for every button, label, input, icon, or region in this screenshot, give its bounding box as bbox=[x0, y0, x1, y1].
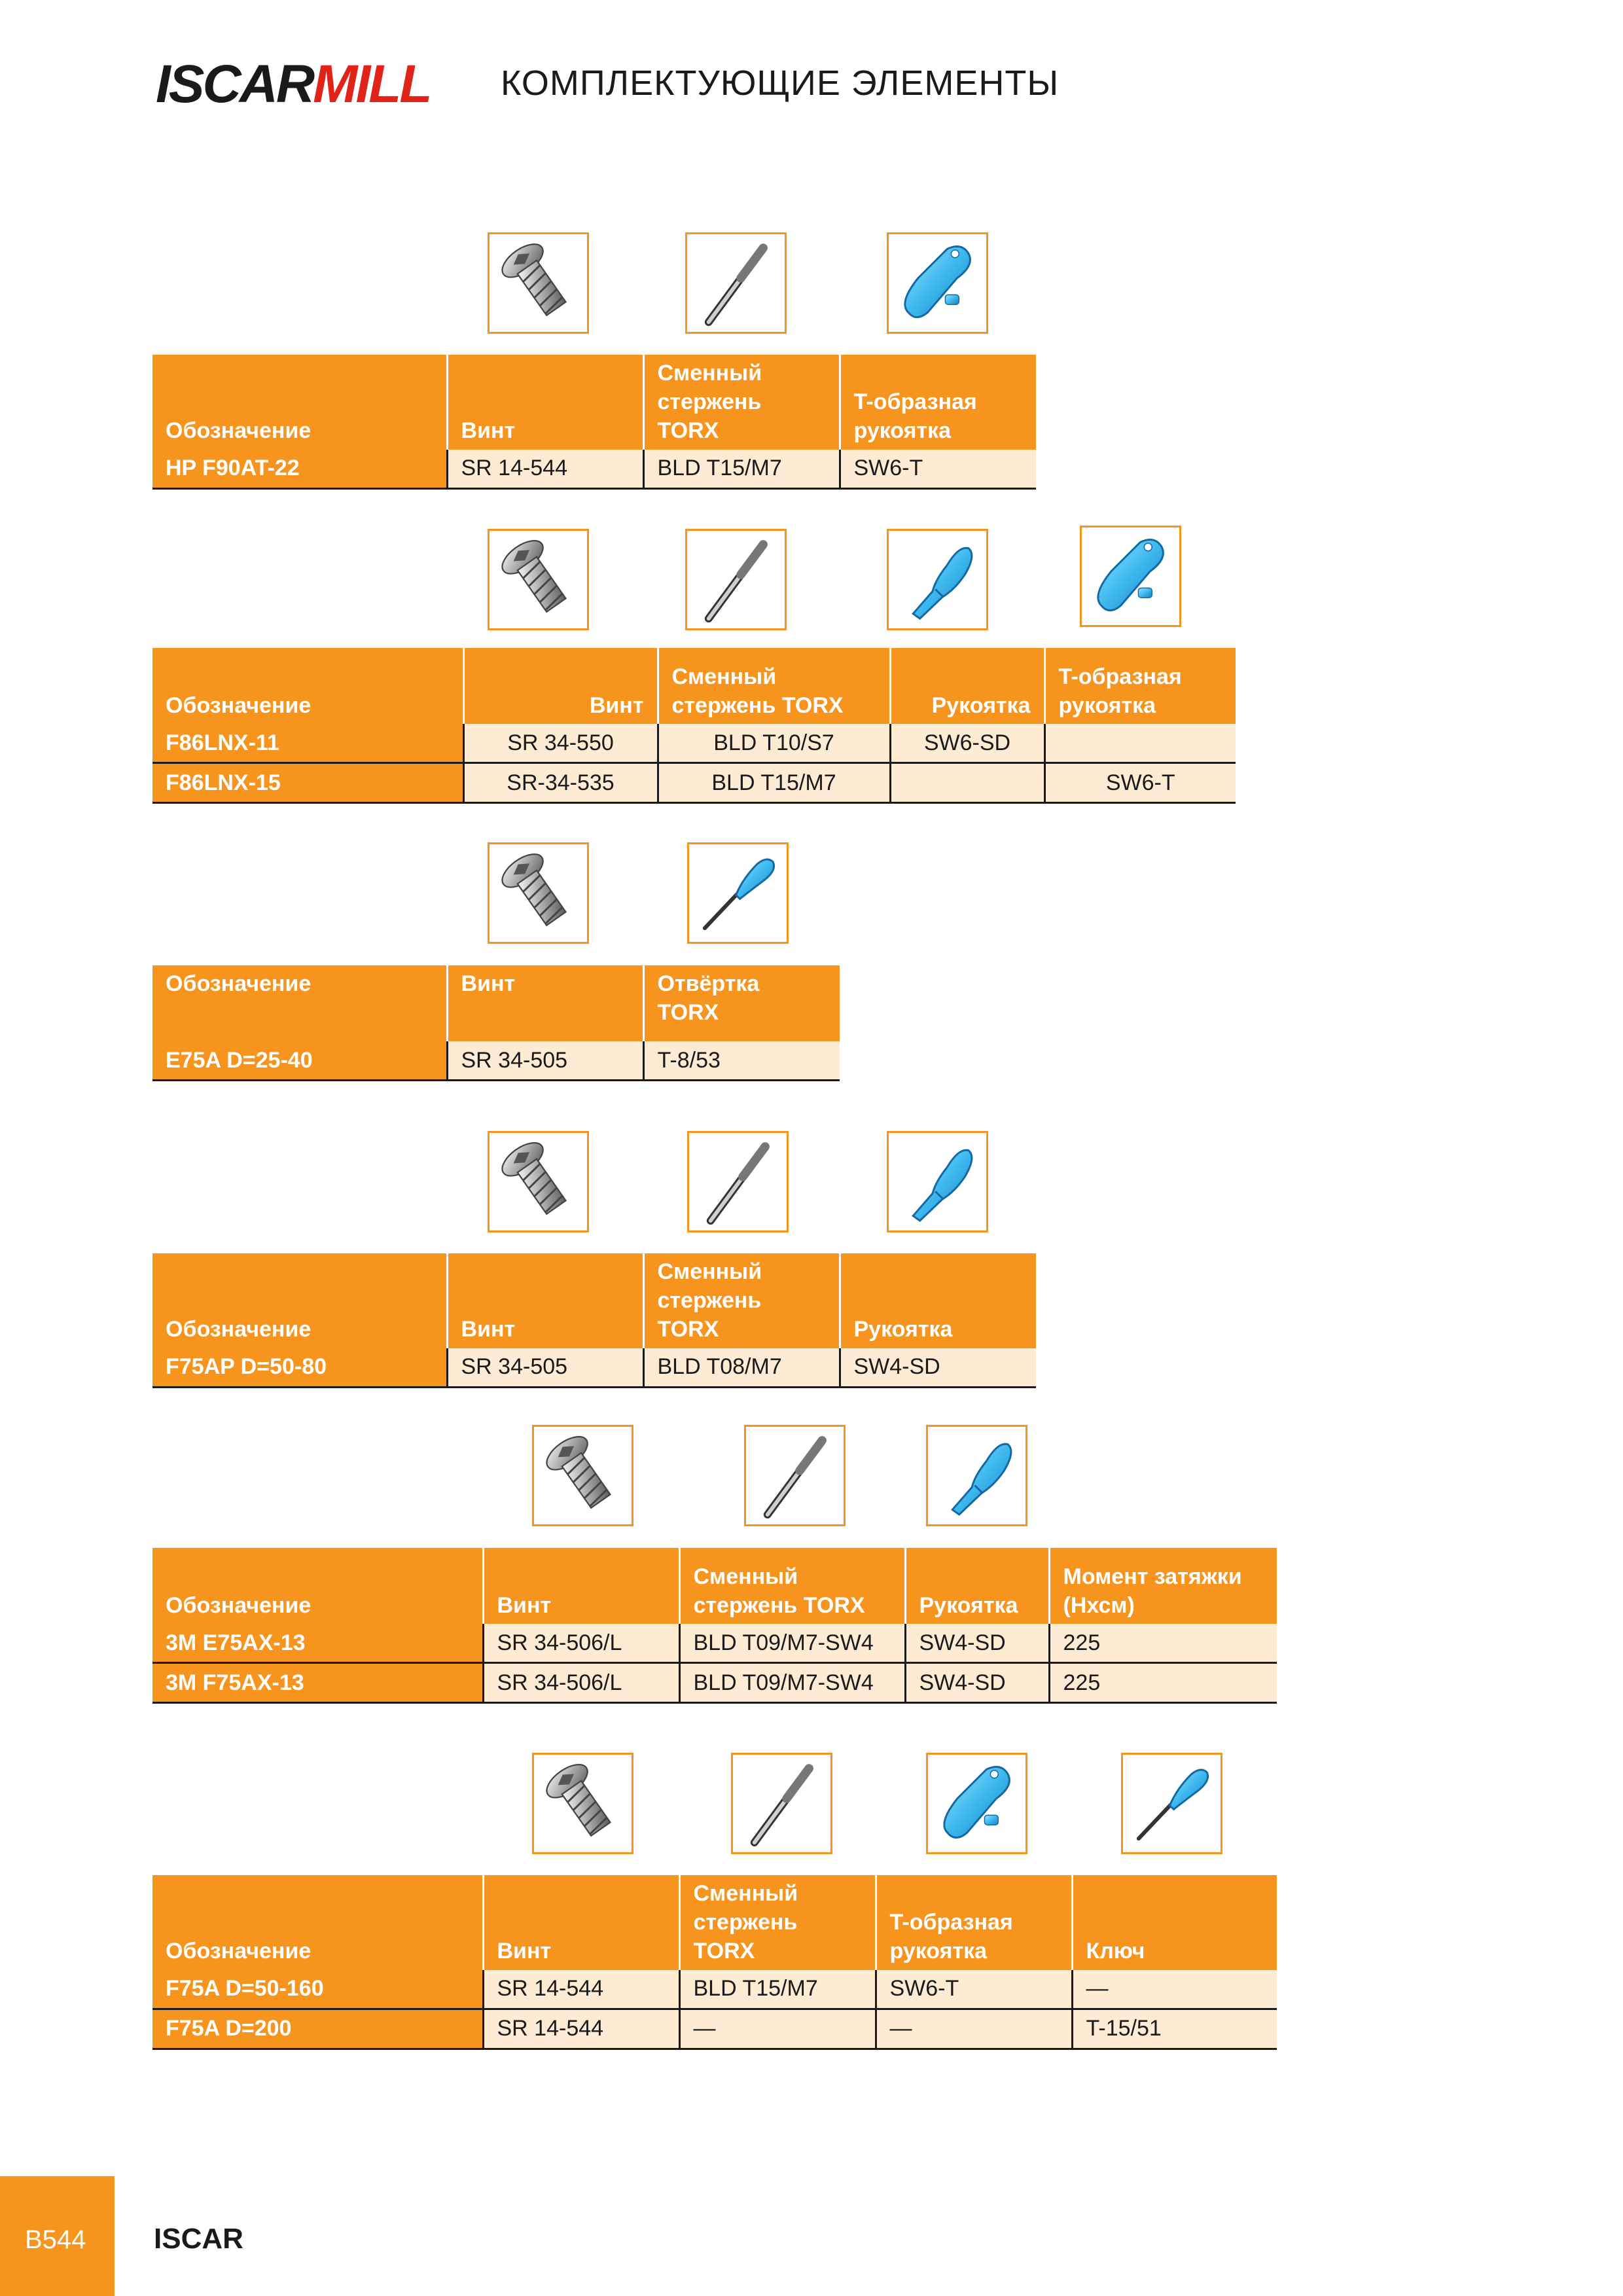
table-cell: — bbox=[876, 2009, 1072, 2049]
table-row bbox=[152, 763, 1236, 803]
designation-cell: F75A D=50-160 bbox=[152, 1970, 483, 2009]
table-f75a bbox=[152, 1875, 1277, 2050]
table-cell: SW6-T bbox=[840, 450, 1036, 489]
col-header: T-образная рукоятка bbox=[1044, 648, 1236, 724]
page-number: B544 bbox=[25, 2225, 86, 2254]
screw-icon bbox=[488, 1131, 589, 1232]
table-row bbox=[152, 1663, 1277, 1703]
col-header: Винт bbox=[447, 1253, 643, 1348]
table-cell: SR 34-505 bbox=[447, 1041, 643, 1081]
handle-icon bbox=[887, 529, 988, 630]
handle-icon bbox=[926, 1425, 1027, 1526]
table-cell: SW4-SD bbox=[905, 1663, 1049, 1703]
designation-cell: F75A D=200 bbox=[152, 2009, 483, 2049]
t-handle-icon bbox=[1080, 526, 1181, 627]
table-row bbox=[152, 1970, 1277, 2009]
iscarmill-logo: ISCARMILL bbox=[156, 54, 431, 114]
table-cell: SR 14-544 bbox=[447, 450, 643, 489]
handle-icon bbox=[887, 1131, 988, 1232]
table-e75a bbox=[152, 965, 840, 1081]
col-header: Винт bbox=[447, 965, 643, 1041]
col-header: Момент затяжки (Нхсм) bbox=[1049, 1548, 1277, 1624]
table-cell: T-15/51 bbox=[1072, 2009, 1277, 2049]
table-cell: SR 34-506/L bbox=[483, 1663, 679, 1703]
designation-cell: 3M E75AX-13 bbox=[152, 1624, 483, 1663]
col-header: Обозначение bbox=[152, 1875, 483, 1970]
col-header: Рукоятка bbox=[905, 1548, 1049, 1624]
table-cell: SR 34-506/L bbox=[483, 1624, 679, 1663]
page-title: КОМПЛЕКТУЮЩИЕ ЭЛЕМЕНТЫ bbox=[501, 63, 1060, 103]
table-cell: SW4-SD bbox=[840, 1348, 1036, 1388]
table-cell: SW6-T bbox=[1044, 763, 1236, 803]
col-header: Обозначение bbox=[152, 355, 447, 450]
col-header: Винт bbox=[463, 648, 658, 724]
table-cell: — bbox=[1072, 1970, 1277, 2009]
designation-cell: HP F90AT-22 bbox=[152, 450, 447, 489]
table-row bbox=[152, 450, 1036, 489]
table-cell: SW6-T bbox=[876, 1970, 1072, 2009]
col-header: Сменный стержень TORX bbox=[679, 1875, 876, 1970]
screwdriver-icon bbox=[687, 842, 789, 944]
table-cell bbox=[1044, 724, 1236, 763]
col-header: Обозначение bbox=[152, 1548, 483, 1624]
table-f75ap bbox=[152, 1253, 1036, 1388]
table-cell: BLD T10/S7 bbox=[658, 724, 890, 763]
col-header: Сменный стержень TORX bbox=[658, 648, 890, 724]
table-hp-f90at bbox=[152, 355, 1036, 490]
t-handle-icon bbox=[887, 232, 988, 334]
key-icon bbox=[1121, 1753, 1222, 1854]
table-cell: SR 14-544 bbox=[483, 1970, 679, 2009]
designation-cell: F75AP D=50-80 bbox=[152, 1348, 447, 1388]
table-row bbox=[152, 1624, 1277, 1663]
table-cell: BLD T15/M7 bbox=[643, 450, 840, 489]
col-header: Сменный стержень TORX bbox=[643, 355, 840, 450]
table-cell: SR 34-550 bbox=[463, 724, 658, 763]
torx-blade-icon bbox=[685, 529, 787, 630]
col-header: Винт bbox=[483, 1875, 679, 1970]
table-cell: BLD T09/M7-SW4 bbox=[679, 1663, 905, 1703]
col-header: Отвёртка TORX bbox=[643, 965, 840, 1041]
table-cell: 225 bbox=[1049, 1624, 1277, 1663]
screw-icon bbox=[532, 1753, 633, 1854]
designation-cell: 3M F75AX-13 bbox=[152, 1663, 483, 1703]
table-row bbox=[152, 724, 1236, 763]
table-cell: BLD T08/M7 bbox=[643, 1348, 840, 1388]
table-3m-75ax bbox=[152, 1548, 1277, 1704]
table-row bbox=[152, 2009, 1277, 2049]
footer-brand: ISCAR bbox=[154, 2223, 243, 2255]
table-cell: SW6-SD bbox=[890, 724, 1044, 763]
table-cell: BLD T09/M7-SW4 bbox=[679, 1624, 905, 1663]
col-header: Рукоятка bbox=[890, 648, 1044, 724]
col-header: T-образная рукоятка bbox=[840, 355, 1036, 450]
col-header: Сменный стержень TORX bbox=[679, 1548, 905, 1624]
col-header: Обозначение bbox=[152, 965, 447, 1041]
col-header: Винт bbox=[447, 355, 643, 450]
screw-icon bbox=[532, 1425, 633, 1526]
col-header: Сменный стержень TORX bbox=[643, 1253, 840, 1348]
table-cell bbox=[890, 763, 1044, 803]
table-cell: BLD T15/M7 bbox=[679, 1970, 876, 2009]
col-header: Обозначение bbox=[152, 1253, 447, 1348]
screw-icon bbox=[488, 529, 589, 630]
table-cell: 225 bbox=[1049, 1663, 1277, 1703]
torx-blade-icon bbox=[685, 232, 787, 334]
table-cell: — bbox=[679, 2009, 876, 2049]
col-header: Ключ bbox=[1072, 1875, 1277, 1970]
table-cell: SR 14-544 bbox=[483, 2009, 679, 2049]
col-header: Обозначение bbox=[152, 648, 463, 724]
table-cell: T-8/53 bbox=[643, 1041, 840, 1081]
screw-icon bbox=[488, 842, 589, 944]
torx-blade-icon bbox=[687, 1131, 789, 1232]
screw-icon bbox=[488, 232, 589, 334]
designation-cell: E75A D=25-40 bbox=[152, 1041, 447, 1081]
table-row bbox=[152, 1348, 1036, 1388]
table-cell: SW4-SD bbox=[905, 1624, 1049, 1663]
torx-blade-icon bbox=[731, 1753, 832, 1854]
col-header: Рукоятка bbox=[840, 1253, 1036, 1348]
col-header: T-образная рукоятка bbox=[876, 1875, 1072, 1970]
designation-cell: F86LNX-15 bbox=[152, 763, 463, 803]
t-handle-icon bbox=[926, 1753, 1027, 1854]
designation-cell: F86LNX-11 bbox=[152, 724, 463, 763]
torx-blade-icon bbox=[744, 1425, 846, 1526]
table-cell: BLD T15/M7 bbox=[658, 763, 890, 803]
col-header: Винт bbox=[483, 1548, 679, 1624]
table-f86lnx bbox=[152, 648, 1236, 804]
table-cell: SR 34-505 bbox=[447, 1348, 643, 1388]
table-cell: SR-34-535 bbox=[463, 763, 658, 803]
table-row bbox=[152, 1041, 840, 1081]
